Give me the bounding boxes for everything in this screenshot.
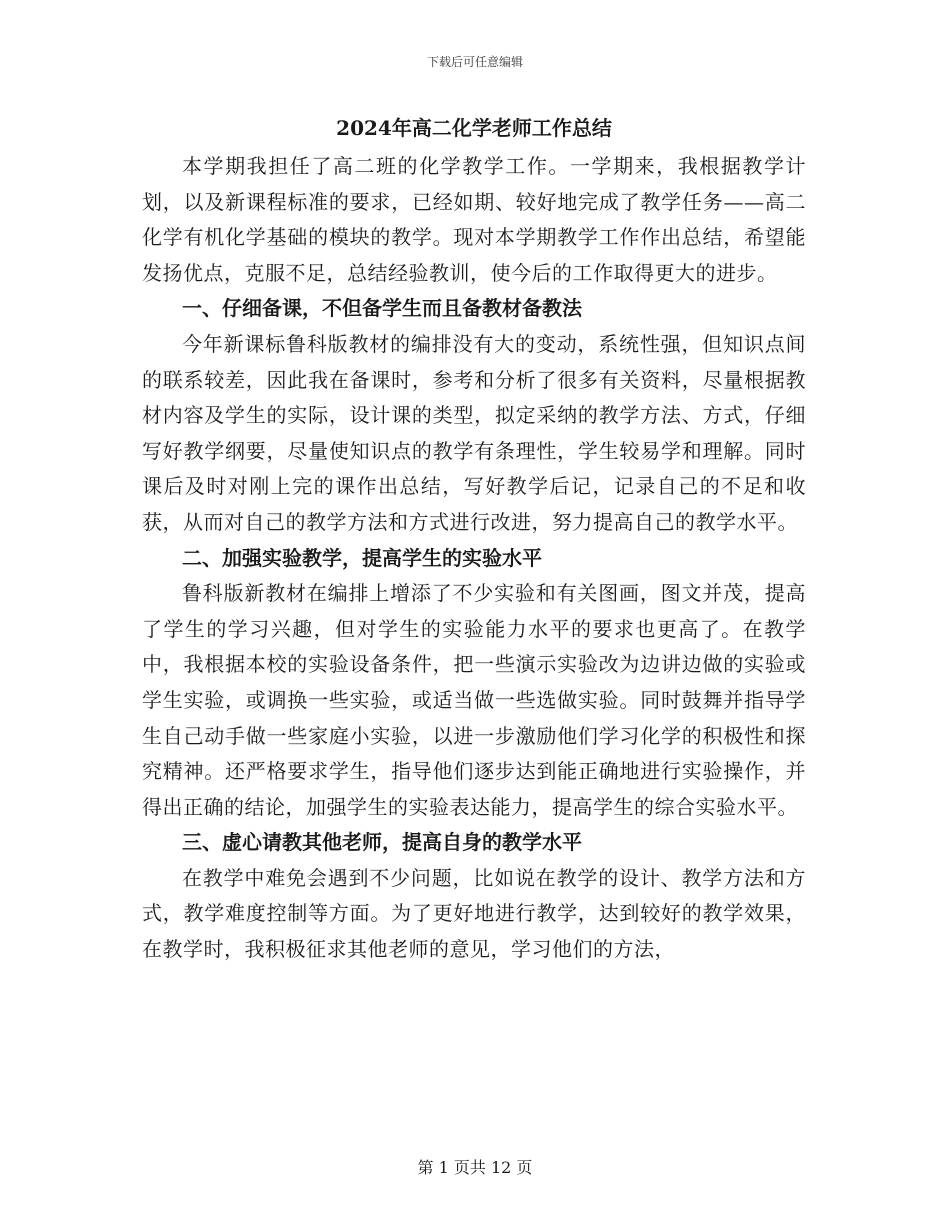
section-heading-3: 三、虚心请教其他老师，提高自身的教学水平	[182, 830, 582, 855]
document-title: 2024年高二化学老师工作总结	[336, 116, 612, 140]
document-body	[142, 113, 806, 968]
section-heading-1: 一、仔细备课，不但备学生而且备教材备教法	[182, 296, 582, 321]
section-heading-2: 二、加强实验教学，提高学生的实验水平	[182, 545, 542, 570]
section-body-2: 鲁科版新教材在编排上增添了不少实验和有关图画，图文并茂，提高了学生的学习兴趣，但对学生的实验能力水平的要求也更高了。在教学中，我根据本校的实验设备条件，把一些演示实验改为边讲边做的实验或学生实验，或调换一些实验，或适当做一些选做实验。同时鼓舞并指导学生自己动手做一些家庭小实验，以进一步激励他们学习化学的积极性和探究精神。还严格要求学生，指导他们逐步达到能正确地进行实验操作，并得出正确的结论，加强学生的实验表达能力，提高学生的综合实验水平。	[142, 581, 806, 819]
section-body-1: 今年新课标鲁科版教材的编排没有大的变动，系统性强，但知识点间的联系较差，因此我在备课时，参考和分析了很多有关资料，尽量根据教材内容及学生的实际，设计课的类型，拟定采纳的教学方法、方式，仔细写好教学纲要，尽量使知识点的教学有条理性，学生较易学和理解。同时课后及时对刚上完的课作出总结，写好教学后记，记录自己的不足和收获，从而对自己的教学方法和方式进行改进，努力提高自己的教学水平。	[142, 331, 806, 534]
header-note: 下载后可任意编辑	[426, 55, 523, 69]
intro-paragraph: 本学期我担任了高二班的化学教学工作。一学期来，我根据教学计划，以及新课程标准的要求，已经如期、较好地完成了教学任务——高二化学有机化学基础的模块的教学。现对本学期教学工作作出总结，希望能发扬优点，克服不足，总结经验教训，使今后的工作取得更大的进步。	[142, 154, 806, 285]
page-number: 第 1 页共 12 页	[417, 1158, 533, 1177]
section-body-3: 在教学中难免会遇到不少问题，比如说在教学的设计、教学方法和方式，教学难度控制等方面。为了更好地进行教学，达到较好的教学效果，在教学时，我积极征求其他老师的意见，学习他们的方法，	[142, 865, 806, 962]
